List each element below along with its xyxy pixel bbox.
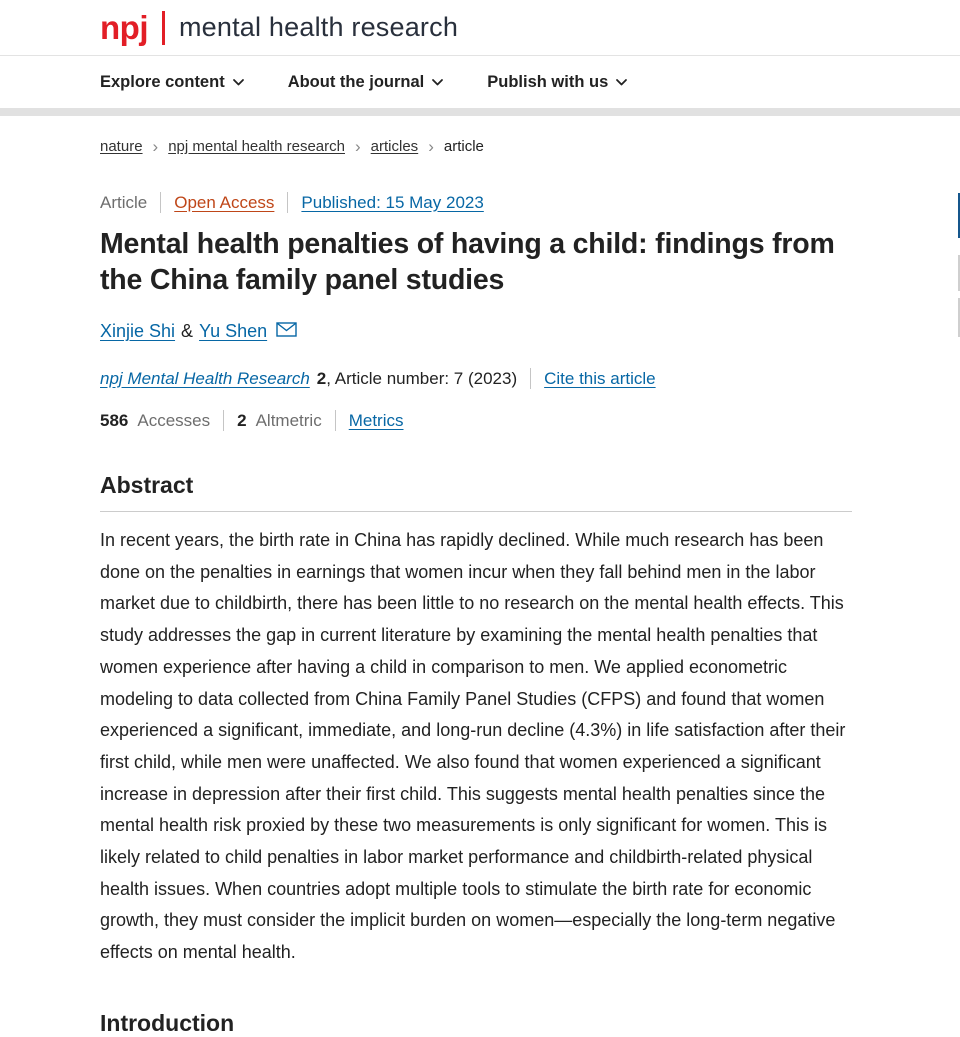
article-meta-row [100, 192, 852, 213]
author-separator: & [181, 321, 194, 341]
breadcrumb [100, 116, 852, 155]
accesses-count: 586 [100, 410, 129, 430]
altmetric-count: 2 [237, 410, 247, 430]
chevron-down-icon [233, 79, 244, 86]
breadcrumb-nature[interactable]: nature [100, 138, 143, 155]
published-date-link[interactable]: Published: 15 May 2023 [301, 192, 484, 212]
journal-name-text: mental health research [178, 12, 459, 42]
volume-number: 2 [316, 368, 327, 388]
breadcrumb-npj-mental-health-research[interactable]: npj mental health research [168, 138, 345, 155]
main-nav [0, 56, 960, 108]
cite-this-article-link[interactable]: Cite this article [544, 368, 656, 388]
nav-separator-band [0, 108, 960, 116]
metrics-row [100, 410, 852, 431]
breadcrumb-article-current: article [443, 138, 484, 155]
abstract-heading: Abstract [100, 472, 194, 498]
nav-publish-with-us[interactable] [487, 73, 627, 92]
metrics-divider [223, 410, 224, 431]
breadcrumb-articles[interactable]: articles [370, 138, 419, 155]
nav-about-the-journal-label: About the journal [287, 72, 425, 91]
open-access-link[interactable]: Open Access [174, 192, 275, 212]
metrics-divider [335, 410, 336, 431]
meta-divider [160, 192, 161, 213]
site-header [0, 0, 960, 56]
author-link-yu-shen[interactable]: Yu Shen [199, 321, 268, 341]
nav-explore-content-label: Explore content [100, 72, 225, 91]
chevron-down-icon [616, 79, 627, 86]
citation-row [100, 368, 852, 389]
journal-link[interactable]: npj Mental Health Research [100, 368, 310, 388]
article-type-label: Article [100, 192, 148, 212]
article-content [100, 116, 852, 1037]
citation-divider [530, 368, 531, 389]
chevron-down-icon [432, 79, 443, 86]
abstract-text: In recent years, the birth rate in China has rapidly declined. While much research has been done on the penalties in earnings that women incur when they fall behind men in the labor market due to childbirth, there has been little to no research on the mental health effects. This study addresses the gap in current literature by examining the mental health penalties that women experience after having a child in comparison to men. We applied econometric modeling to data collected from China Family Panel Studies (CFPS) and found that women experienced a significant, immediate, and long-run decline (4.3%) in life satisfaction after their first child, while men were unaffected. We also found that women experienced a significant increase in depression after their first child. This suggests mental health penalties since the mental health risk proxied by these two measurements is only significant for women. This is likely related to child penalties in labor market performance and childbirth-related physical health issues. When countries adopt multiple tools to stimulate the birth rate for economic growth, they must consider the implicit burden on women—especially the long-term negative effects on mental health. [100, 530, 846, 963]
npj-logo-text: npj [100, 8, 148, 46]
altmetric-label: Altmetric [255, 410, 322, 430]
nav-explore-content[interactable] [100, 73, 244, 92]
page-title: Mental health penalties of having a child: findings from the China family panel studies [100, 228, 835, 296]
authors-row [100, 321, 852, 342]
email-icon[interactable] [276, 321, 297, 342]
journal-logo[interactable] [100, 9, 458, 47]
breadcrumb-separator-icon: › [152, 137, 159, 156]
article-number-text: , Article number: 7 (2023) [326, 368, 518, 388]
meta-divider [287, 192, 288, 213]
nav-about-the-journal[interactable] [288, 73, 444, 92]
breadcrumb-separator-icon: › [355, 137, 361, 156]
introduction-heading: Introduction [100, 1009, 235, 1036]
metrics-link[interactable]: Metrics [348, 410, 404, 430]
nav-publish-with-us-label: Publish with us [487, 72, 609, 91]
breadcrumb-separator-icon: › [428, 137, 434, 156]
abstract-divider [100, 511, 852, 512]
accesses-label: Accesses [137, 410, 211, 430]
author-link-xinjie-shi[interactable]: Xinjie Shi [100, 321, 176, 341]
logo-divider-bar [162, 11, 165, 45]
